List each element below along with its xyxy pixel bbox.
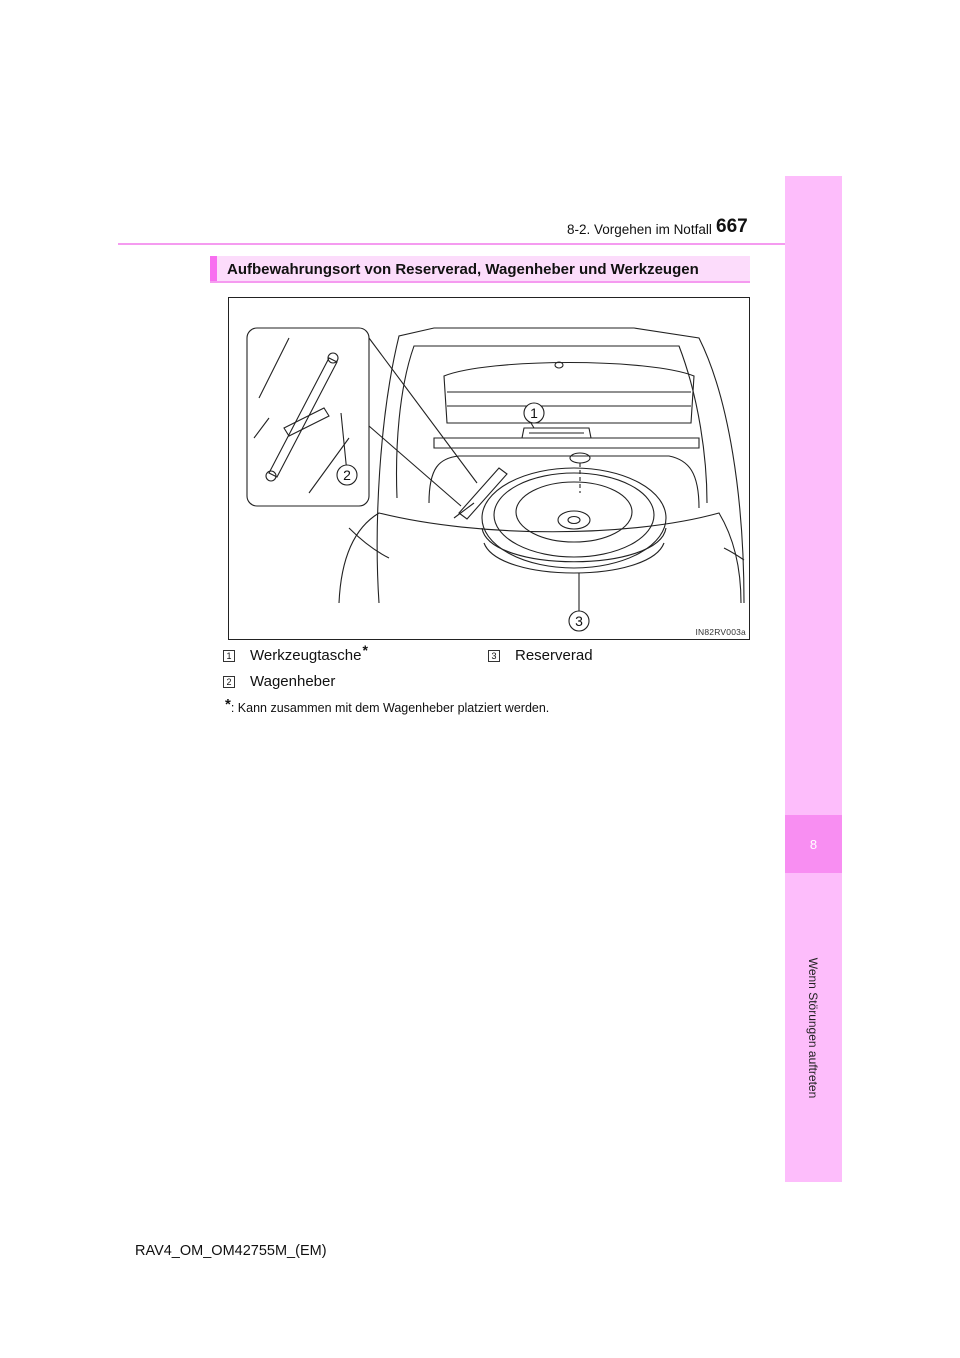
footnote-text: : Kann zusammen mit dem Wagenheber platziert werden.: [230, 701, 550, 715]
legend-label-tool-bag: Werkzeugtasche: [250, 647, 362, 664]
section-heading: [210, 256, 750, 283]
header-rule: [118, 243, 842, 245]
legend-number-1: 1: [223, 650, 235, 662]
section-title: 8-2. Vorgehen im Notfall: [567, 222, 712, 237]
luggage-compartment-figure: [228, 297, 750, 640]
legend-number-2: 2: [223, 676, 235, 688]
section-heading-text: Aufbewahrungsort von Reserverad, Wagenheber und Werkzeugen: [227, 261, 699, 278]
chapter-title: Wenn Störungen auftreten: [806, 957, 820, 1099]
legend-label-jack: Wagenheber: [250, 673, 336, 690]
callout-3: 3: [575, 613, 583, 629]
figure-code: IN82RV003a: [695, 627, 746, 637]
chapter-number-box: [785, 815, 842, 873]
footnote-asterisk: *: [225, 696, 231, 713]
callout-1: 1: [530, 405, 538, 421]
document-id: RAV4_OM_OM42755M_(EM): [135, 1243, 327, 1259]
legend-item-jack: [223, 673, 335, 690]
legend-item-spare-wheel: [488, 647, 593, 664]
luggage-compartment-illustration: [229, 298, 749, 639]
footnote: [225, 696, 550, 716]
legend-label-spare-wheel: Reserverad: [515, 647, 593, 664]
callout-2: 2: [343, 467, 351, 483]
chapter-number: 8: [809, 836, 818, 852]
legend-item-tool-bag: [223, 641, 368, 664]
page-number: 667: [716, 216, 748, 237]
legend-asterisk: *: [362, 641, 368, 658]
legend-number-3: 3: [488, 650, 500, 662]
